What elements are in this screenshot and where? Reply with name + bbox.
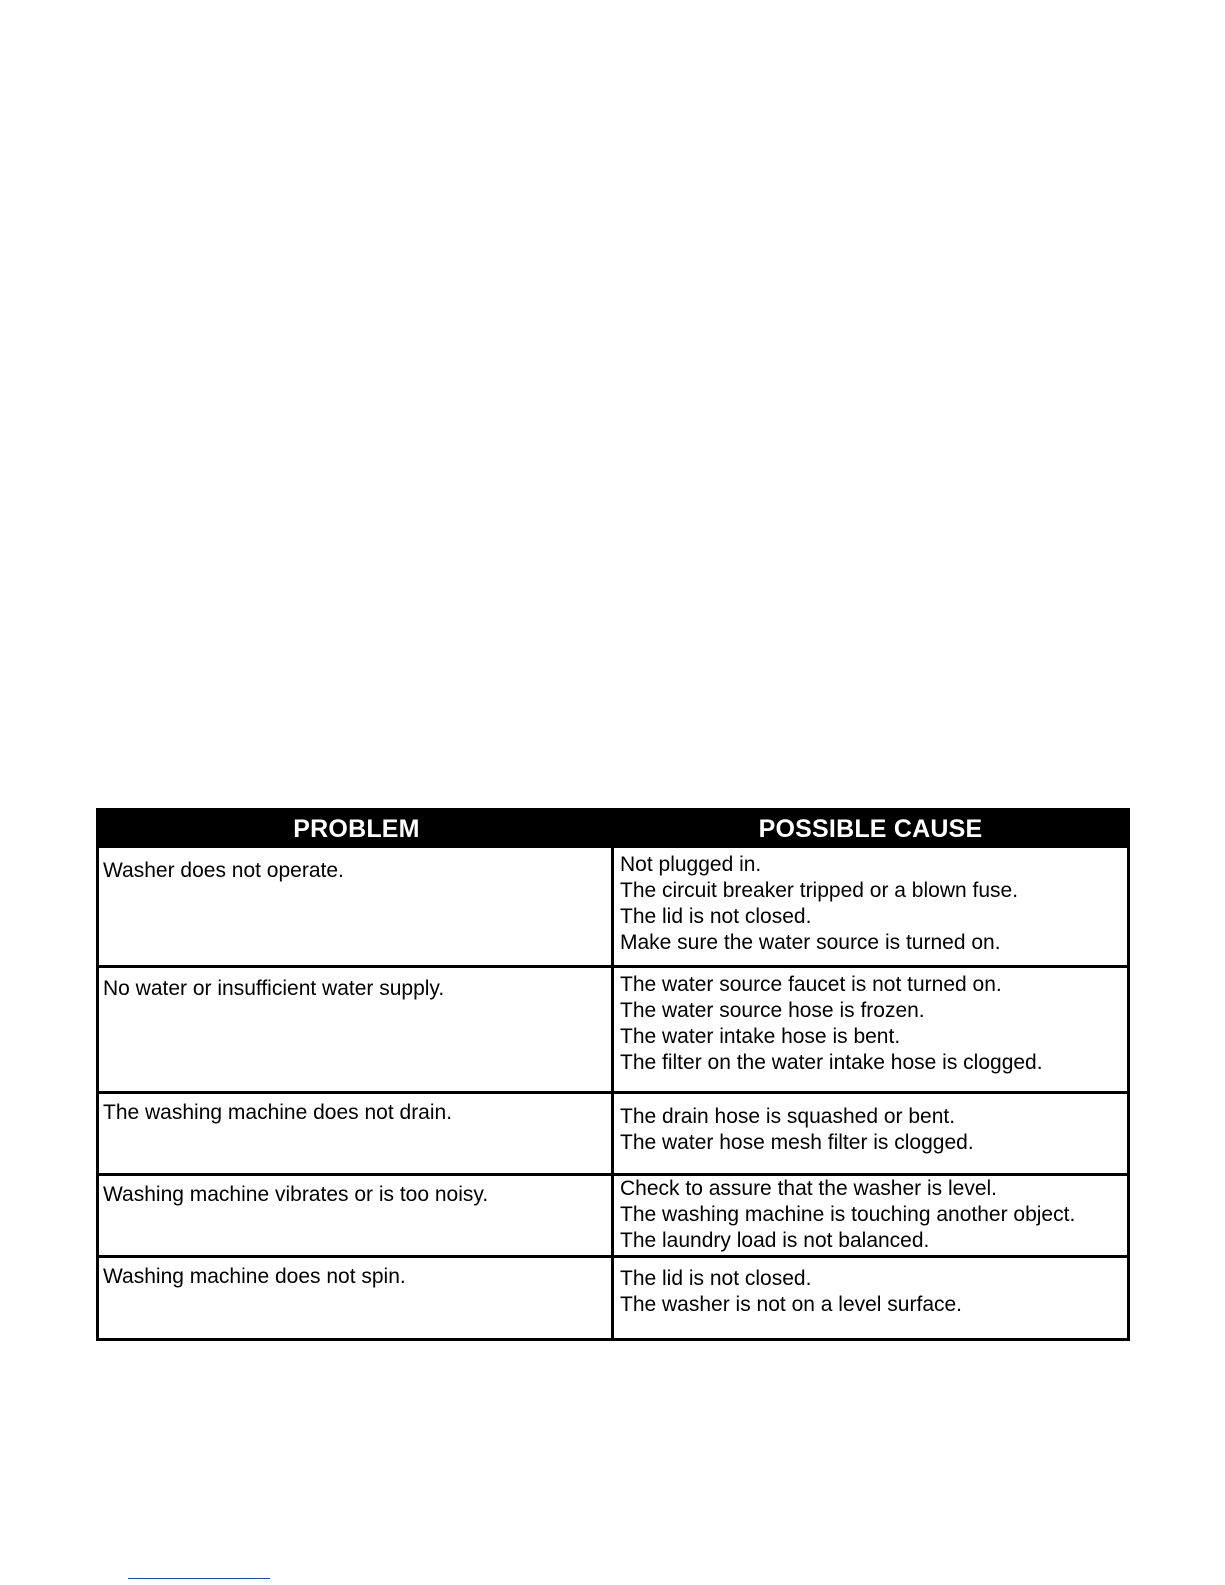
- cause-line: Check to assure that the washer is level.: [620, 1177, 998, 1200]
- table-row: [99, 1255, 1127, 1338]
- problem-cell: Washing machine vibrates or is too noisy.: [99, 1176, 614, 1255]
- cause-line: The water intake hose is bent.: [620, 1025, 901, 1048]
- table-header-row: [99, 811, 1127, 848]
- possible-cause-header: POSSIBLE CAUSE: [758, 815, 983, 843]
- cause-line: The circuit breaker tripped or a blown fuse.: [620, 879, 1019, 902]
- problem-cell: No water or insufficient water supply.: [99, 968, 614, 1091]
- problem-cell: Washing machine does not spin.: [99, 1258, 614, 1338]
- table-row: [99, 848, 1127, 965]
- table-row: [99, 965, 1127, 1091]
- cause-line: The washing machine is touching another object.: [620, 1203, 1076, 1226]
- cause-line: The lid is not closed.: [620, 1267, 812, 1290]
- cause-line: The water source hose is frozen.: [620, 999, 925, 1022]
- cause-cell: [614, 1094, 1127, 1173]
- problem-cell: Washer does not operate.: [99, 848, 614, 965]
- cause-line: The drain hose is squashed or bent.: [620, 1105, 956, 1128]
- problem-cell: The washing machine does not drain.: [99, 1094, 614, 1173]
- cause-line: The lid is not closed.: [620, 905, 812, 928]
- cause-cell: [614, 848, 1127, 965]
- cause-line: The water source faucet is not turned on.: [620, 973, 1002, 996]
- troubleshooting-table: [96, 808, 1130, 1341]
- cause-line: The laundry load is not balanced.: [620, 1229, 930, 1252]
- cause-line: Make sure the water source is turned on.: [620, 931, 1001, 954]
- cause-cell: [614, 968, 1127, 1091]
- cause-line: The water hose mesh filter is clogged.: [620, 1131, 974, 1154]
- cause-cell: [614, 1176, 1127, 1255]
- footer-link-underline: [128, 1578, 270, 1579]
- cause-line: The filter on the water intake hose is clogged.: [620, 1051, 1043, 1074]
- cause-line: The washer is not on a level surface.: [620, 1293, 963, 1316]
- cause-cell: [614, 1258, 1127, 1338]
- table-row: [99, 1091, 1127, 1173]
- cause-line: Not plugged in.: [620, 853, 762, 876]
- table-row: [99, 1173, 1127, 1255]
- problem-header: PROBLEM: [293, 815, 420, 843]
